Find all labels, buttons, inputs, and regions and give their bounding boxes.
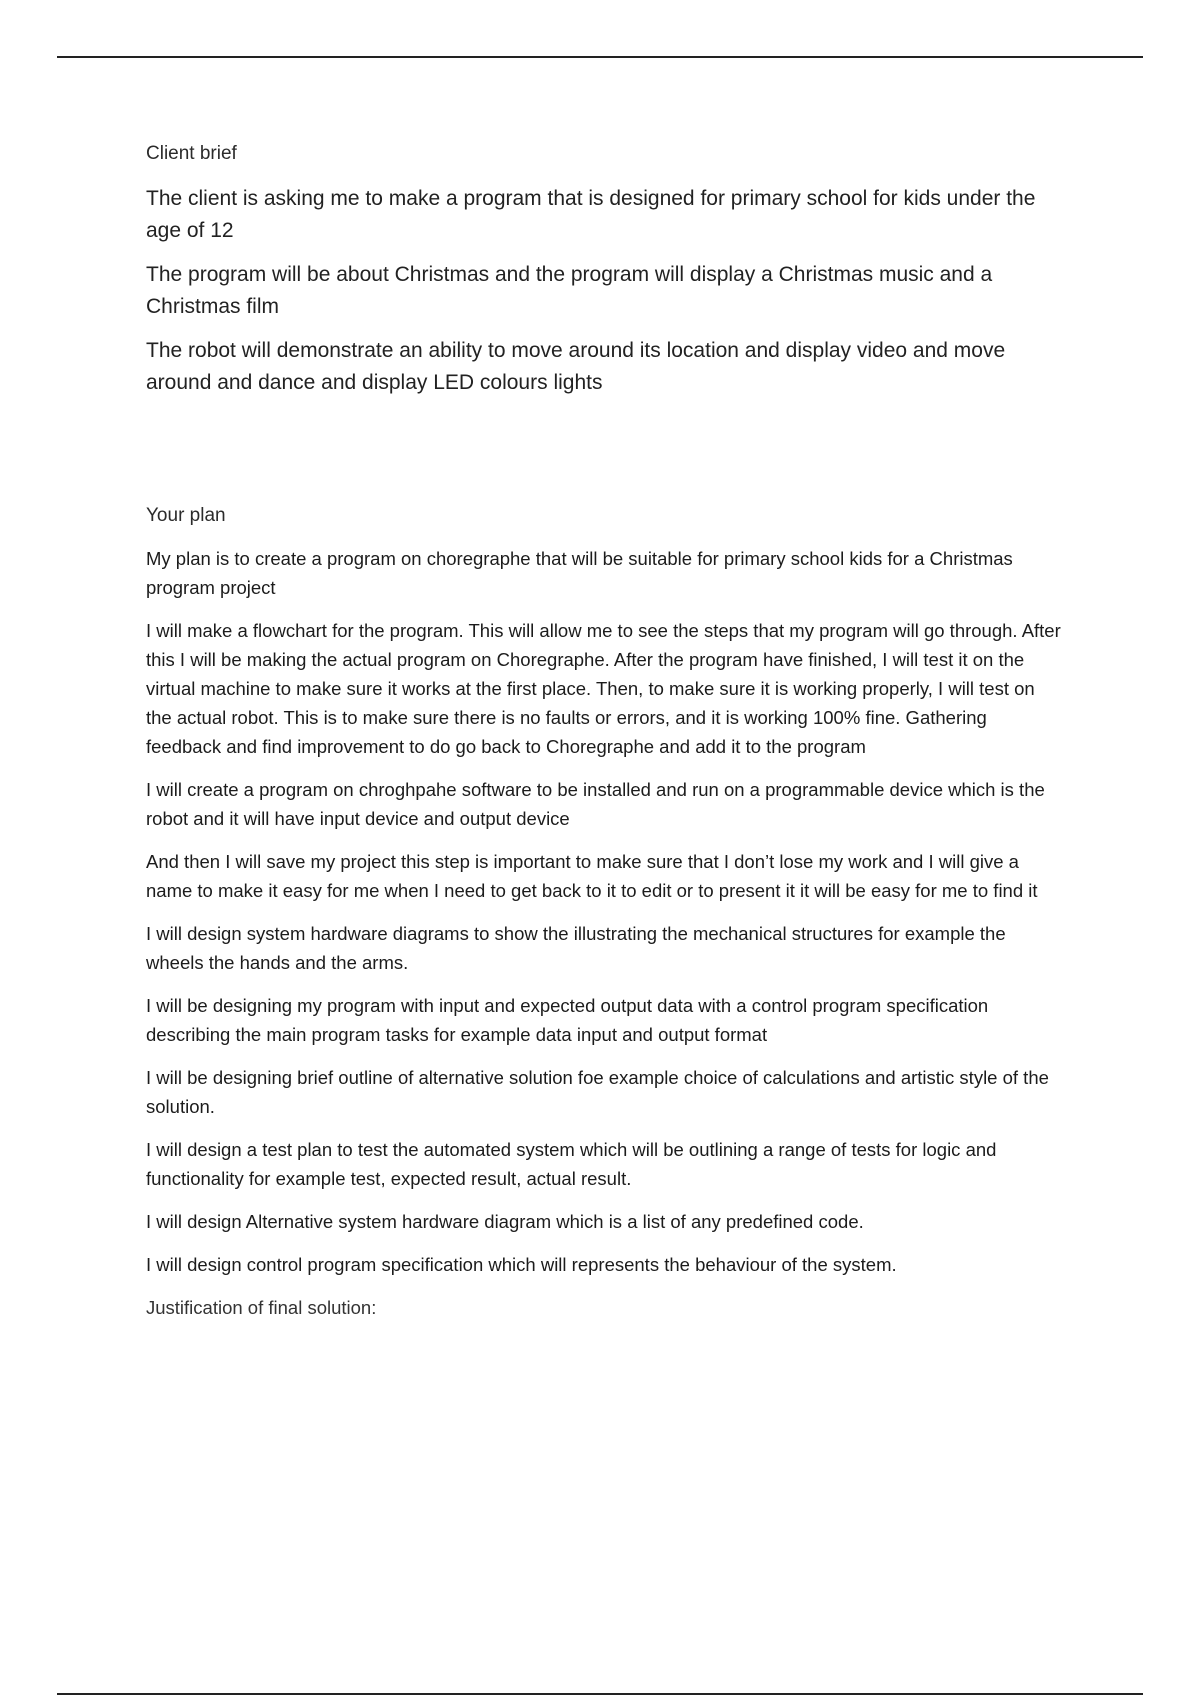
client-brief-paragraph: The program will be about Christmas and the program will display a Christmas music and a Christmas film xyxy=(146,263,993,318)
plan-paragraph: I will create a program on chroghpahe software to be installed and run on a programmable device which is the robot and it will have input device and output device xyxy=(146,779,1045,829)
plan-paragraph: I will design system hardware diagrams to show the illustrating the mechanical structures for example the wheels the hands and the arms. xyxy=(146,923,1006,973)
plan-paragraph: My plan is to create a program on choregraphe that will be suitable for primary school kids for a Christmas program project xyxy=(146,548,1013,598)
plan-paragraph: I will be designing my program with input and expected output data with a control program specification describing the main program tasks for example data input and output format xyxy=(146,995,989,1045)
plan-paragraph: I will design Alternative system hardware diagram which is a list of any predefined code. xyxy=(146,1211,864,1232)
plan-paragraph: I will design a test plan to test the automated system which will be outlining a range of tests for logic and functionality for example test, expected result, actual result. xyxy=(146,1139,997,1189)
client-brief-heading: Client brief xyxy=(146,143,237,164)
header-divider xyxy=(57,56,1143,58)
plan-paragraph: I will design control program specification which will represents the behaviour of the system. xyxy=(146,1254,897,1275)
justification-label: Justification of final solution: xyxy=(146,1297,377,1318)
footer-divider xyxy=(57,1693,1143,1695)
plan-paragraph: I will make a flowchart for the program. This will allow me to see the steps that my program will go through. After this I will be making the actual program on Choregraphe. After the program have finished, I will test it on the virtual machine to make sure it works at the first place. Then, to make sure it is working properly, I will test on the actual robot. This is to make sure there is no faults or errors, and it is working 100% fine. Gathering feedback and find improvement to do go back to Choregraphe and add it to the program xyxy=(146,620,1061,757)
plan-paragraph: And then I will save my project this step is important to make sure that I don’t lose my work and I will give a name to make it easy for me when I need to get back to it to edit or to present it it will be easy for me to find it xyxy=(146,851,1038,901)
client-brief-paragraph: The client is asking me to make a program that is designed for primary school for kids under the age of 12 xyxy=(146,187,1036,242)
your-plan-heading: Your plan xyxy=(146,505,226,526)
plan-paragraph: I will be designing brief outline of alternative solution foe example choice of calculations and artistic style of the solution. xyxy=(146,1067,1049,1117)
document-body xyxy=(146,143,1061,1322)
client-brief-paragraph: The robot will demonstrate an ability to move around its location and display video and move around and dance and display LED colours lights xyxy=(146,339,1006,394)
